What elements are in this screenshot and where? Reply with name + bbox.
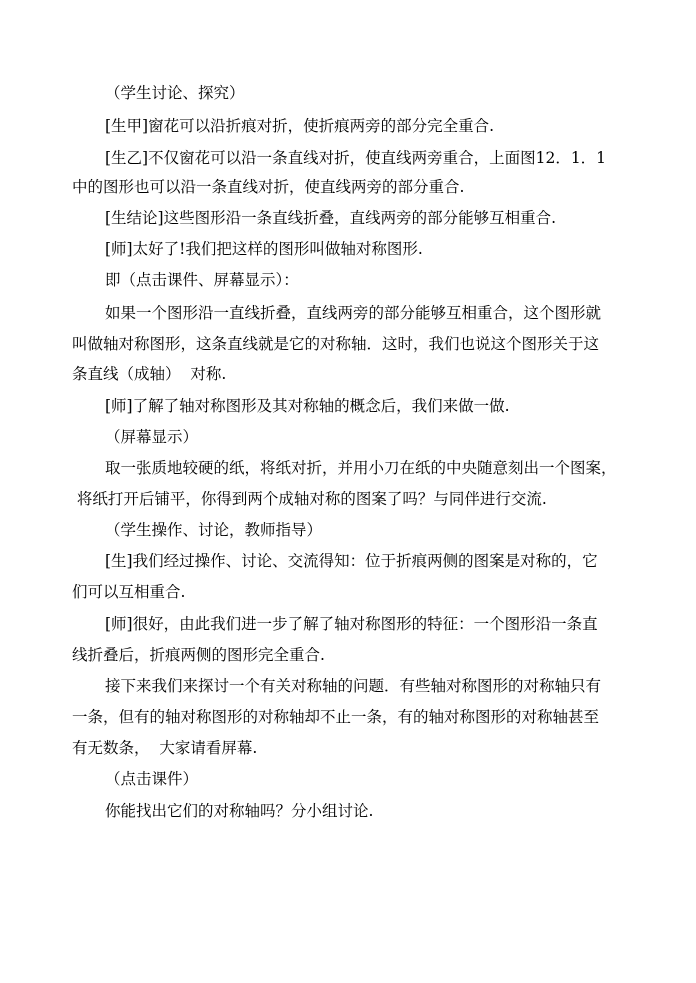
text-line-3: [生乙]不仅窗花可以沿一条直线对折，使直线两旁重合，上面图12．1．1 bbox=[105, 149, 607, 167]
text-line-2: [生甲]窗花可以沿折痕对折，使折痕两旁的部分完全重合. bbox=[105, 117, 495, 135]
text-line-19: 线折叠后，折痕两侧的图形完全重合. bbox=[72, 646, 325, 664]
text-line-11: [师]了解了轴对称图形及其对称轴的概念后，我们来做一做. bbox=[105, 397, 510, 415]
text-line-20: 接下来我们来探讨一个有关对称轴的问题．有些轴对称图形的对称轴只有 bbox=[105, 677, 602, 695]
text-line-10: 条直线（成轴） 对称. bbox=[72, 365, 227, 383]
text-line-7: 即（点击课件、屏幕显示）： bbox=[105, 271, 299, 289]
text-line-18: [师]很好，由此我们进一步了解了轴对称图形的特征：一个图形沿一条直 bbox=[105, 615, 598, 633]
text-line-4: 中的图形也可以沿一条直线对折，使直线两旁的部分重合. bbox=[72, 178, 465, 196]
text-line-14: 将纸打开后铺平，你得到两个成轴对称的图案了吗？与同伴进行交流. bbox=[72, 490, 547, 508]
text-line-22: 有无数条， 大家请看屏幕. bbox=[72, 739, 258, 757]
text-line-12: （屏幕显示） bbox=[105, 428, 199, 446]
text-line-9: 叫做轴对称图形，这条直线就是它的对称轴．这时，我们也说这个图形关于这 bbox=[72, 335, 600, 353]
text-line-15: （学生操作、讨论，教师指导） bbox=[105, 521, 323, 539]
text-line-17: 们可以互相重合. bbox=[72, 583, 186, 601]
text-line-5: [生结论]这些图形沿一条直线折叠，直线两旁的部分能够互相重合. bbox=[105, 209, 557, 227]
text-line-8: 如果一个图形沿一直线折叠，直线两旁的部分能够互相重合，这个图形就 bbox=[105, 304, 602, 322]
text-line-24: 你能找出它们的对称轴吗？分小组讨论. bbox=[105, 802, 374, 820]
text-line-6: [师]太好了!我们把这样的图形叫做轴对称图形. bbox=[105, 240, 423, 258]
text-line-1: （学生讨论、探究） bbox=[105, 84, 245, 102]
text-line-21: 一条，但有的轴对称图形的对称轴却不止一条，有的轴对称图形的对称轴甚至 bbox=[72, 708, 600, 726]
text-line-13: 取一张质地较硬的纸，将纸对折，并用小刀在纸的中央随意刻出一个图案， bbox=[105, 459, 617, 477]
text-line-23: （点击课件） bbox=[105, 770, 199, 788]
text-line-16: [生]我们经过操作、讨论、交流得知：位于折痕两侧的图案是对称的，它 bbox=[105, 552, 598, 570]
